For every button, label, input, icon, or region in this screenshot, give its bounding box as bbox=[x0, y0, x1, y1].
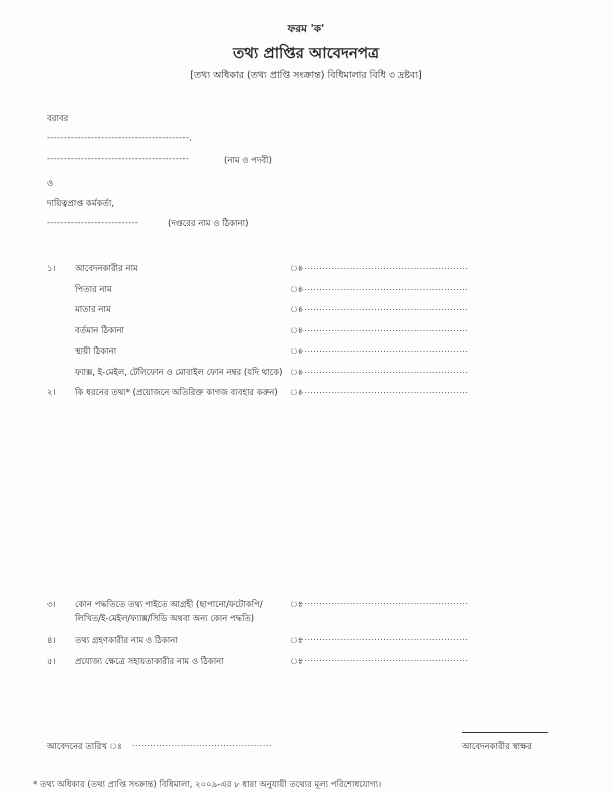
item-3-colon: ঃ bbox=[290, 600, 303, 610]
item-3-dots[interactable]: ........................................................ bbox=[298, 597, 469, 606]
addressee-line-3: --------------------------- bbox=[47, 218, 139, 227]
responsible-officer-label: দায়িত্বপ্রাপ্ত কর্মকর্তা, bbox=[47, 199, 115, 209]
item-row-4-label: বর্তমান ঠিকানা bbox=[75, 326, 124, 336]
addressee-to: বরাবর bbox=[47, 114, 69, 124]
item-row-4-dots[interactable]: ........................................................ bbox=[298, 324, 469, 333]
footnote: * তথ্য অধিকার (তথ্য প্রাপ্তি সংক্রান্ত) বিধিমালা, ২০০৯-এর ৮ ধারা অনুযায়ী তথ্যের মূল্য পরিশোধযোগ্য। bbox=[33, 780, 382, 790]
application-date-dots[interactable]: .............................................. bbox=[132, 739, 272, 748]
item-row-1-dots[interactable]: ........................................................ bbox=[298, 262, 469, 271]
item-5-colon: ঃ bbox=[290, 657, 303, 667]
item-row-7-label: কি ধরনের তথ্য* (প্রয়োজনে অতিরিক্ত কাগজ ব্যবহার করুন) bbox=[75, 388, 278, 398]
applicant-signature-label: আবেদনকারীর স্বাক্ষর bbox=[462, 742, 532, 752]
item-row-3-label: মাতার নাম bbox=[75, 305, 111, 315]
item-row-6-dots[interactable]: ........................................................ bbox=[298, 366, 469, 375]
item-4-dots[interactable]: ........................................................ bbox=[298, 633, 469, 642]
item-row-5-label: স্থায়ী ঠিকানা bbox=[75, 347, 117, 357]
item-4-colon: ঃ bbox=[290, 636, 303, 646]
item-3-label: কোন পদ্ধতিতে তথ্য পাইতে আগ্রহী (ছাপানো/ফটোকপি/ bbox=[75, 600, 263, 610]
item-3-number: ৩। bbox=[47, 600, 56, 610]
item-5-label: প্রযোজ্য ক্ষেত্রে সহায়তাকারীর নাম ও ঠিকানা bbox=[75, 657, 224, 667]
item-row-7-number: ২। bbox=[47, 388, 56, 398]
addressee-line-2: ------------------------------------------ bbox=[47, 154, 190, 163]
item-row-1-colon: ঃ bbox=[290, 264, 303, 274]
item-4-label: তথ্য গ্রহণকারীর নাম ও ঠিকানা bbox=[75, 636, 178, 646]
office-name-address-label: (দপ্তরের নাম ও ঠিকানা) bbox=[168, 219, 249, 229]
item-row-5-colon: ঃ bbox=[290, 347, 303, 357]
item-row-7-colon: ঃ bbox=[290, 388, 303, 398]
item-row-4-colon: ঃ bbox=[290, 326, 303, 336]
item-3-label-line2: লিখিত/ই-মেইল/ফ্যাক্স/সিডি অথবা অন্য কোন পদ্ধতি) bbox=[75, 614, 255, 624]
item-row-6-colon: ঃ bbox=[290, 368, 303, 378]
item-row-1-label: আবেদনকারীর নাম bbox=[75, 264, 138, 274]
item-row-1-number: ১। bbox=[47, 264, 56, 274]
item-5-dots[interactable]: ........................................................ bbox=[298, 654, 469, 663]
item-row-2-colon: ঃ bbox=[290, 285, 303, 295]
name-designation-label: (নাম ও পদবী) bbox=[224, 156, 272, 166]
signature-line bbox=[462, 732, 548, 733]
item-row-6-label: ফ্যাক্স, ই-মেইল, টেলিফোন ও মোবাইল ফোন নম্বর (যদি থাকে) bbox=[75, 368, 283, 378]
item-row-2-dots[interactable]: ........................................................ bbox=[298, 283, 469, 292]
item-4-number: ৪। bbox=[47, 636, 56, 646]
item-row-5-dots[interactable]: ........................................................ bbox=[298, 345, 469, 354]
item-row-2-label: পিতার নাম bbox=[75, 285, 112, 295]
form-subtitle: [তথ্য অধিকার (তথ্য প্রাপ্তি সংক্রান্ত) বিধিমালার বিধি ৩ দ্রষ্টব্য] bbox=[190, 70, 422, 81]
addressee-and: ও bbox=[47, 179, 54, 189]
item-row-7-dots[interactable]: ........................................................ bbox=[298, 386, 469, 395]
item-row-3-dots[interactable]: ........................................................ bbox=[298, 303, 469, 312]
application-date-label: আবেদনের তারিখ ঃ bbox=[47, 742, 122, 752]
addressee-line-1: ------------------------------------------, bbox=[47, 133, 193, 142]
item-5-number: ৫। bbox=[47, 657, 56, 667]
item-row-3-colon: ঃ bbox=[290, 305, 303, 315]
form-number: ফরম 'ক' bbox=[287, 23, 325, 35]
form-title: তথ্য প্রাপ্তির আবেদনপত্র bbox=[232, 44, 380, 62]
